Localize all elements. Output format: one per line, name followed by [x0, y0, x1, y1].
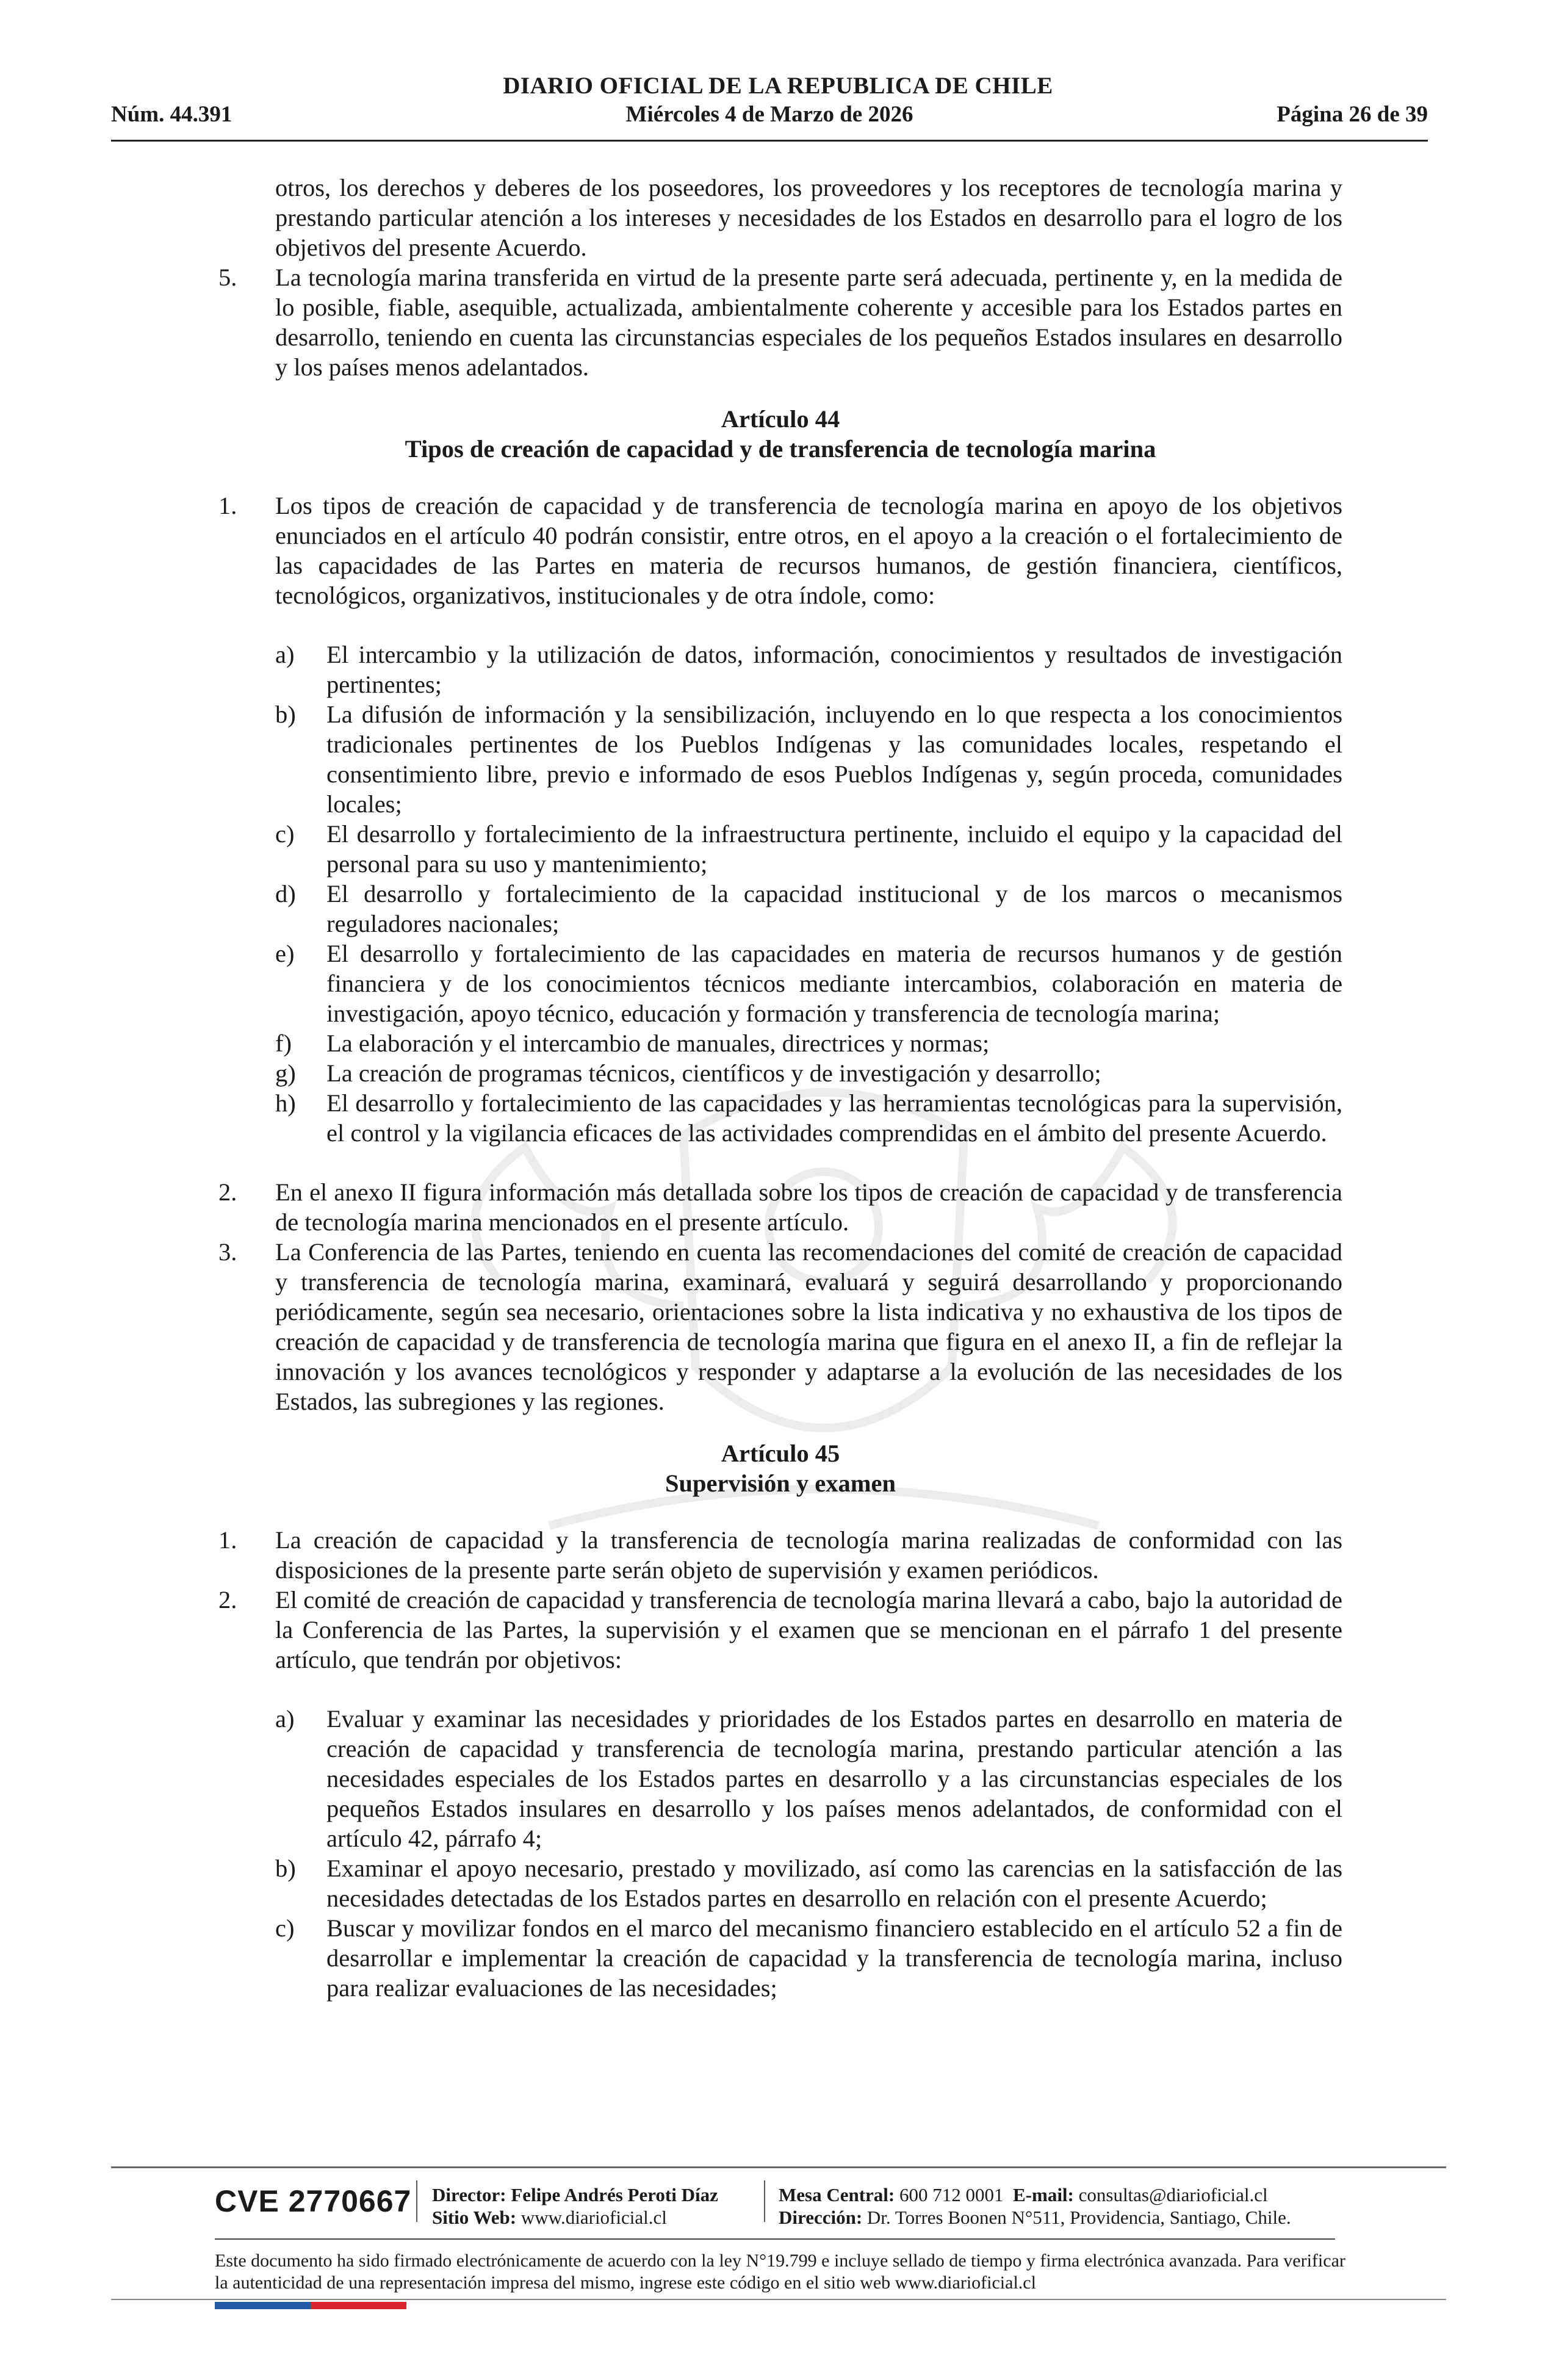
list-item: g) La creación de programas técnicos, científicos y de investigación y desarrollo;	[275, 1059, 1101, 1087]
document-body	[218, 173, 1342, 2003]
list-item: b) Examinar el apoyo necesario, prestado y movilizado, así como las carencias en la satisfacción de las necesidades detectadas de los Estados partes en desarrollo en relación con el presente Acuerdo;	[275, 1855, 1342, 1912]
publication-title: DIARIO OFICIAL DE LA REPUBLICA DE CHILE	[503, 73, 1053, 99]
continued-paragraph: otros, los derechos y deberes de los poseedores, los proveedores y los receptores de tecnología marina y prestando particular atención a los intereses y necesidades de los Estados en desarrollo para el logro de los objetivos del presente Acuerdo.	[275, 174, 1342, 261]
paragraph-5: 5. La tecnología marina transferida en virtud de la presente parte será adecuada, pertinente y, en la medida de lo posible, fiable, asequible, actualizada, ambientalmente coherente y accesible para los Estados partes en desarrollo, teniendo en cuenta las circunstancias especiales de los pequeños Estados insulares en desarrollo y los países menos adelantados.	[218, 264, 1342, 381]
website-link[interactable]: www.diarioficial.cl	[520, 2207, 667, 2228]
email-link[interactable]: consultas@diarioficial.cl	[1078, 2184, 1268, 2205]
list-item: a) El intercambio y la utilización de datos, información, conocimientos y resultados de investigación pertinentes;	[275, 641, 1342, 698]
list-item: a) Evaluar y examinar las necesidades y prioridades de los Estados partes en desarrollo en materia de creación de capacidad y transferencia de tecnología marina, prestando particular atención a las necesidades especiales de los Estados partes en desarrollo y a las circunstancias especiales de los pequeños Estados insulares en desarrollo y los países menos adelantados, de conformidad con el artículo 42, párrafo 4;	[275, 1705, 1342, 1852]
signature-notice: Este documento ha sido firmado electrónicamente de acuerdo con la ley N°19.799 e incluye sellado de tiempo y firma electrónica avanzada. Para verificar la autenticidad de una representación impresa del mismo, ingrese este código en el sitio web www.diarioficial.cl	[215, 2251, 1345, 2293]
art45-paragraph-2: 2. El comité de creación de capacidad y transferencia de tecnología marina llevará a cabo, bajo la autoridad de la Conferencia de las Partes, la supervisión y el examen que se mencionan en el párrafo 1 del presente artículo, que tendrán por objetivos:	[218, 1586, 1342, 1673]
flag-stripe-red	[311, 2302, 406, 2309]
footer-separator	[416, 2180, 417, 2222]
footer-separator	[764, 2180, 765, 2222]
footer-director-block: Director: Felipe Andrés Peroti Díaz Sitio Web: www.diarioficial.cl	[432, 2184, 718, 2228]
art44-paragraph-3: 3. La Conferencia de las Partes, teniendo en cuenta las recomendaciones del comité de creación de capacidad y transferencia de tecnología marina, examinará, evaluará y seguirá desarrollando y proporcionando periódicamente, según sea necesario, orientaciones sobre la lista indicativa y no exhaustiva de los tipos de creación de capacidad y de transferencia de tecnología marina que figura en el anexo II, a fin de reflejar la innovación y los avances tecnológicos y responder y adaptarse a la evolución de las necesidades de los Estados, las subregiones y las regiones.	[218, 1238, 1342, 1415]
article-44-title: Tipos de creación de capacidad y de transferencia de tecnología marina	[405, 435, 1156, 463]
list-item: d) El desarrollo y fortalecimiento de la capacidad institucional y de los marcos o mecanismos reguladores nacionales;	[275, 880, 1342, 937]
flag-stripe	[215, 2302, 406, 2309]
footer-divider-mid	[215, 2238, 1335, 2240]
footer-divider-bottom	[111, 2299, 1446, 2300]
footer-contact-block: Mesa Central: 600 712 0001 E-mail: consultas@diarioficial.cl Dirección: Dr. Torres Boonen N°511, Providencia, Santiago, Chile.	[779, 2184, 1291, 2228]
postal-address: Dr. Torres Boonen N°511, Providencia, Santiago, Chile.	[866, 2207, 1291, 2228]
art45-list	[218, 1704, 1342, 2003]
footer-divider-top	[111, 2166, 1446, 2168]
art44-paragraph-1: 1. Los tipos de creación de capacidad y de transferencia de tecnología marina en apoyo de los objetivos enunciados en el artículo 40 podrán consistir, entre otros, en el apoyo a la creación o el fortalecimiento de las capacidades de las Partes en materia de recursos humanos, de gestión financiera, científicos, tecnológicos, organizativos, institucionales y de otra índole, como:	[218, 492, 1342, 609]
header-divider	[111, 140, 1428, 142]
header-row	[111, 101, 1428, 132]
director-name: Felipe Andrés Peroti Díaz	[511, 2184, 718, 2205]
cve-code: CVE 2770667	[215, 2184, 412, 2218]
list-item: c) Buscar y movilizar fondos en el marco del mecanismo financiero establecido en el artículo 52 a fin de desarrollar e implementar la creación de capacidad y la transferencia de tecnología marina, incluso para realizar evaluaciones de las necesidades;	[275, 1914, 1342, 2002]
flag-stripe-blue	[215, 2302, 311, 2309]
article-45-heading: Artículo 45	[721, 1440, 840, 1467]
issue-number: Núm. 44.391	[111, 102, 232, 127]
list-item: b) La difusión de información y la sensibilización, incluyendo en lo que respecta a los conocimientos tradicionales pertinentes de los Pueblos Indígenas y las comunidades locales, respetando el consentimiento libre, previo e informado de esos Pueblos Indígenas y, según proceda, comunidades locales;	[275, 701, 1342, 818]
page-number: Página 26 de 39	[1277, 102, 1428, 127]
list-item: c) El desarrollo y fortalecimiento de la infraestructura pertinente, incluido el equipo y la capacidad del personal para su uso y mantenimiento;	[275, 820, 1342, 878]
article-45-title: Supervisión y examen	[665, 1469, 896, 1497]
art44-list	[218, 640, 1342, 1148]
art44-paragraph-2: 2. En el anexo II figura información más detallada sobre los tipos de creación de capacidad y de transferencia de tecnología marina mencionados en el presente artículo.	[218, 1178, 1342, 1236]
article-44-heading: Artículo 44	[721, 405, 840, 433]
list-item: e) El desarrollo y fortalecimiento de las capacidades en materia de recursos humanos y de gestión financiera y de los conocimientos técnicos mediante intercambios, colaboración en materia de investigación, apoyo técnico, educación y formación y transferencia de tecnología marina;	[275, 940, 1342, 1027]
issue-date: Miércoles 4 de Marzo de 2026	[625, 102, 913, 127]
list-item: h) El desarrollo y fortalecimiento de las capacidades y las herramientas tecnológicas para la supervisión, el control y la vigilancia eficaces de las actividades comprendidas en el ámbito del presente Acuerdo.	[275, 1089, 1342, 1147]
art45-paragraph-1: 1. La creación de capacidad y la transferencia de tecnología marina realizadas de conformidad con las disposiciones de la presente parte serán objeto de supervisión y examen periódicos.	[218, 1526, 1342, 1584]
phone-number: 600 712 0001	[899, 2184, 1004, 2205]
list-item: f) La elaboración y el intercambio de manuales, directrices y normas;	[275, 1030, 990, 1057]
